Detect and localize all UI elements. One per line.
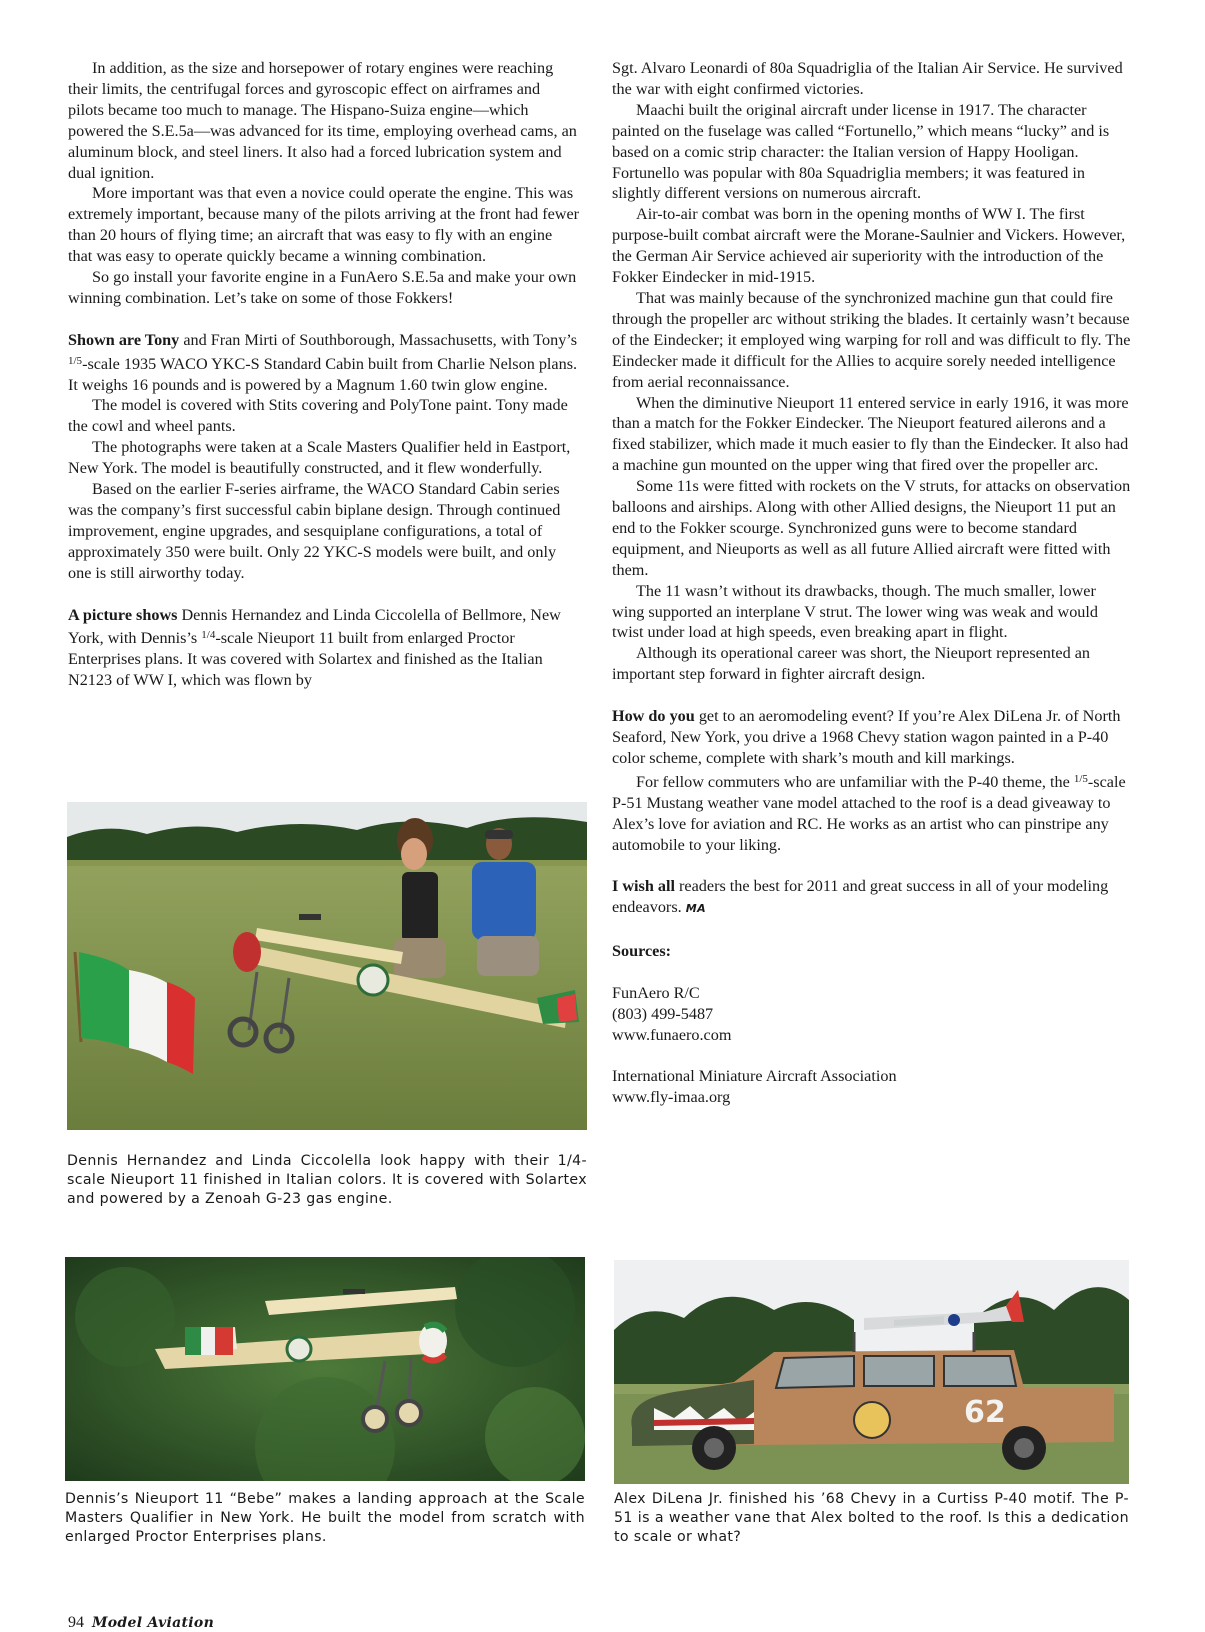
right-text-column xyxy=(612,58,1132,1108)
page-number: 94 xyxy=(68,1614,84,1631)
paragraph: A picture shows Dennis Hernandez and Linda Ciccolella of Bellmore, New York, with Dennis’s $^{1/4}$-scale Nieuport 11 built from enlarged Proctor Enterprises plans. It was covered with Solartex and finished as the Italian N2123 of WW I, which was flown by xyxy=(68,605,561,690)
paragraph: I wish all readers the best for 2011 and great success in all of your modeling endeavors. MA xyxy=(612,877,1109,917)
paragraph: Sgt. Alvaro Leonardi of 80a Squadriglia of the Italian Air Service. He survived the war with eight confirmed victories. xyxy=(612,59,1123,98)
paragraph: So go install your favorite engine in a FunAero S.E.5a and make your own winning combination. Let’s take on some of those Fokkers! xyxy=(68,268,577,307)
fraction: 1/5 xyxy=(68,354,83,367)
photo-nieuport-in-flight xyxy=(65,1257,585,1481)
paragraph: Based on the earlier F-series airframe, the WACO Standard Cabin series was the company’s first successful cabin biplane design. Through continued improvement, engine upgrades, and sesquiplane configurations, a total of approximately 350 were built. Only 22 YKC-S models were built, and only one is still airworthy today. xyxy=(68,480,561,582)
photo-chevy-wagon xyxy=(614,1260,1129,1484)
paragraph: Maachi built the original aircraft under license in 1917. The character painted on the fuselage was called “Fortunello,” which means “lucky” and is based on a comic strip character: the Italian version of Happy Hooligan. Fortunello was popular with 80a Squadriglia members; it was featured in slightly different versions on numerous aircraft. xyxy=(612,100,1110,203)
paragraph: How do you get to an aeromodeling event? If you’re Alex DiLena Jr. of North Seaford, New York, you drive a 1968 Chevy station wagon painted in a P-40 color scheme, complete with shark’s mouth and kill markings. xyxy=(612,707,1121,767)
source-url: www.fly-imaa.org xyxy=(612,1088,731,1107)
magazine-name: Model Aviation xyxy=(92,1615,215,1631)
sources-heading: Sources: xyxy=(612,942,672,961)
source-phone: (803) 499-5487 xyxy=(612,1004,714,1023)
car-number: 62 xyxy=(964,1395,1006,1430)
source-name: International Miniature Aircraft Association xyxy=(612,1067,897,1086)
photo-nieuport-on-ground xyxy=(67,802,587,1130)
paragraph: Although its operational career was short, the Nieuport represented an important step forward in fighter aircraft design. xyxy=(612,644,1090,684)
fraction: 1/5 xyxy=(1073,772,1088,785)
paragraph: Some 11s were fitted with rockets on the V struts, for attacks on observation balloons and airships. Along with other Allied designs, the Nieuport 11 put an end to the Fokker scourge. Synchronized guns were to become standard equipment, and Nieuports as well as all future Allied aircraft were fitted with them. xyxy=(612,477,1131,579)
source-url: www.funaero.com xyxy=(612,1025,732,1044)
lead-in: I wish all xyxy=(612,877,675,896)
caption-photo1: Dennis Hernandez and Linda Ciccolella look happy with their 1/4-scale Nieuport 11 finished in Italian colors. It is covered with Solartex and powered by a Zenoah G-23 gas engine. xyxy=(67,1153,587,1207)
ma-end-mark: MA xyxy=(685,902,707,916)
paragraph: More important was that even a novice could operate the engine. This was extremely important, because many of the pilots arriving at the front had fewer than 20 hours of flying time; an aircraft that was easy to fly with an engine that was easy to operate quickly became a winning combination. xyxy=(68,184,580,266)
paragraph: The 11 wasn’t without its drawbacks, though. The much smaller, lower wing supported an interplane V strut. The lower wing was weak and would twist under load at high speeds, even breaking apart in flight. xyxy=(612,581,1098,642)
lead-in: Shown are Tony xyxy=(68,330,180,349)
fraction: 1/4 xyxy=(201,629,216,642)
caption-photo3: Alex DiLena Jr. finished his ’68 Chevy in a Curtiss P-40 motif. The P-51 is a weather vane that Alex bolted to the roof. Is this a dedication to scale or what? xyxy=(614,1491,1129,1545)
left-text-column xyxy=(68,58,580,691)
lead-in: How do you xyxy=(612,707,695,726)
paragraph: The photographs were taken at a Scale Masters Qualifier held in Eastport, New York. The model is beautifully constructed, and it flew wonderfully. xyxy=(68,438,571,478)
paragraph: Air-to-air combat was born in the opening months of WW I. The first purpose-built combat aircraft were the Morane-Saulnier and Vickers. However, the German Air Service achieved air superiority with the introduction of the Fokker Eindecker in mid-1915. xyxy=(612,205,1126,287)
paragraph: Shown are Tony and Fran Mirti of Southborough, Massachusetts, with Tony’s $^{1/5}$-scale 1935 WACO YKC-S Standard Cabin built from Charlie Nelson plans. It weighs 16 pounds and is powered by a Magnum 1.60 twin glow engine. xyxy=(68,330,578,394)
paragraph: In addition, as the size and horsepower of rotary engines were reaching their limits, the centrifugal forces and gyroscopic effect on airframes and pilots became too much to manage. The Hispano-Suiza engine—which powered the S.E.5a—was advanced for its time, employing overhead cams, an aluminum block, and steel liners. It also had a forced lubrication system and dual ignition. xyxy=(68,59,577,182)
paragraph: For fellow commuters who are unfamiliar with the P-40 theme, the $^{1/5}$-scale P-51 Mustang weather vane model attached to the roof is a dead giveaway to Alex’s love for aviation and RC. He works as an artist who can pinstripe any automobile to your liking. xyxy=(612,772,1126,854)
page-folio xyxy=(68,1614,214,1632)
paragraph: That was mainly because of the synchronized machine gun that could fire through the propeller arc without striking the blades. It certainly wasn’t because of the Eindecker; it employed wing warping for roll and was difficult to fly. The Eindecker made it difficult for the Allies to acquire sorely needed intelligence from aerial reconnaissance. xyxy=(612,288,1131,391)
source-name: FunAero R/C xyxy=(612,983,700,1002)
caption-photo2: Dennis’s Nieuport 11 “Bebe” makes a landing approach at the Scale Masters Qualifier in New York. He built the model from scratch with enlarged Proctor Enterprises plans. xyxy=(65,1491,585,1545)
lead-in: A picture shows xyxy=(68,605,178,624)
paragraph: The model is covered with Stits covering and PolyTone paint. Tony made the cowl and wheel pants. xyxy=(68,396,568,436)
paragraph: When the diminutive Nieuport 11 entered service in early 1916, it was more than a match for the Fokker Eindecker. The Nieuport featured ailerons and a fixed stabilizer, which made it much easier to fly than the Eindecker. It also had a machine gun mounted on the upper wing that fired over the propeller arc. xyxy=(612,393,1129,475)
